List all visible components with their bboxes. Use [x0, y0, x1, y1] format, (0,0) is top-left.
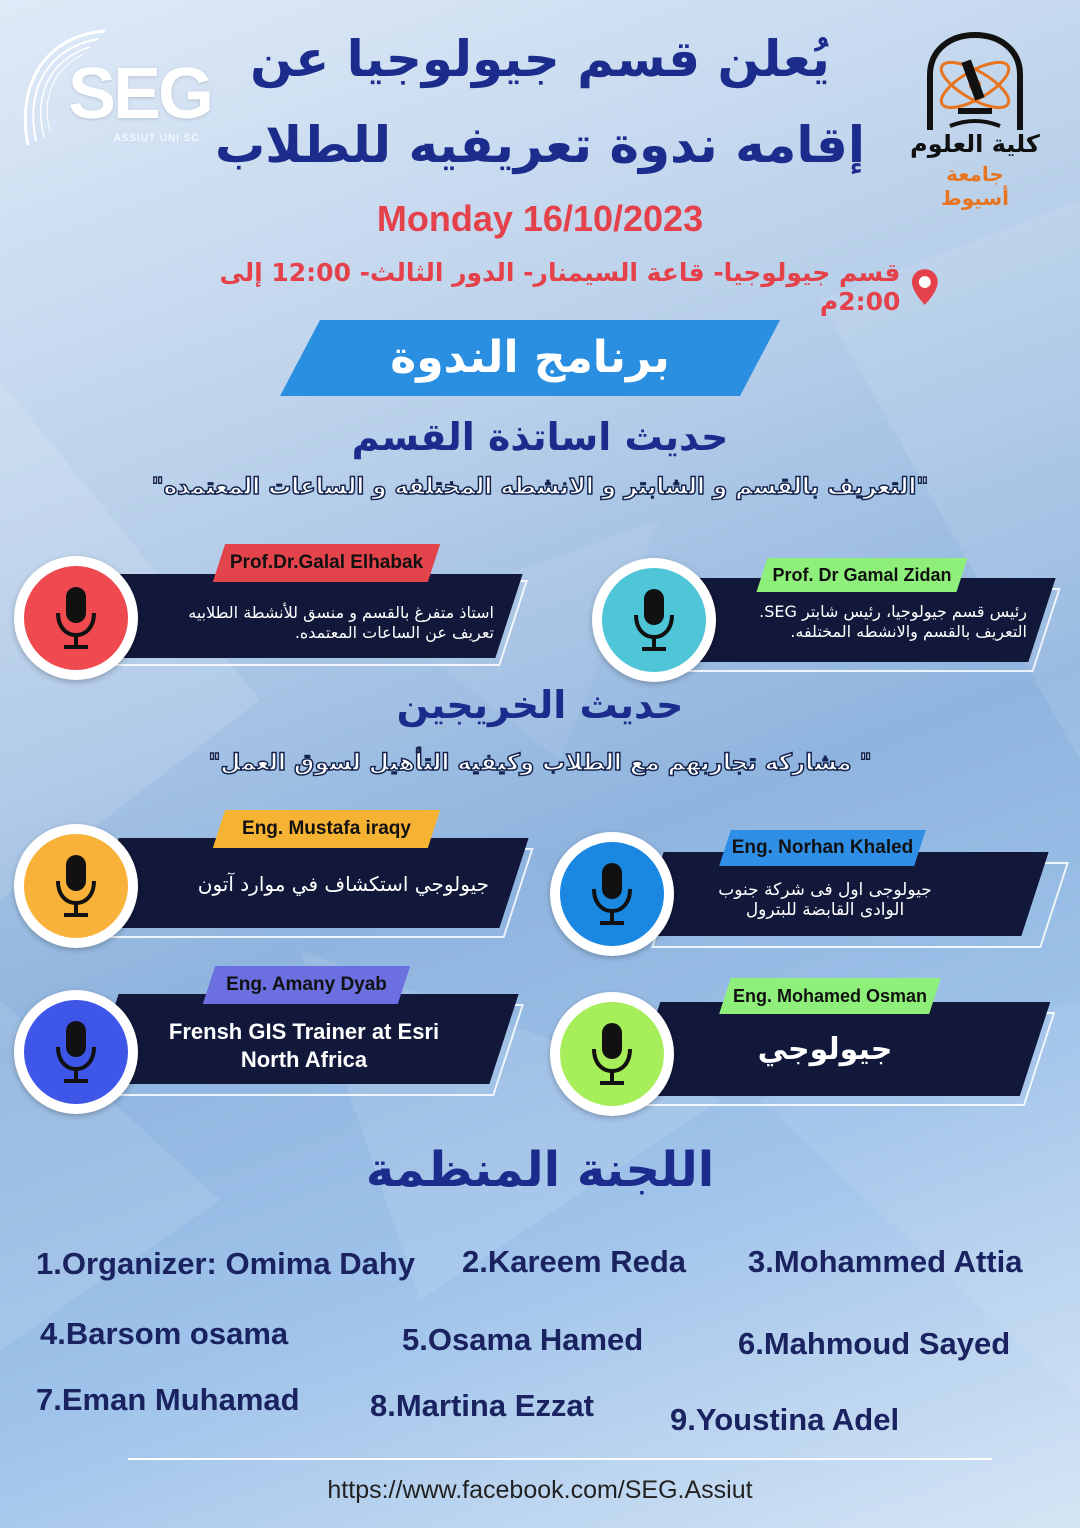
speaker-name-mohamed: Eng. Mohamed Osman: [732, 986, 928, 1006]
committee-member-3: 3.Mohammed Attia: [748, 1244, 1023, 1279]
speaker-name-amany: Eng. Amany Dyab: [226, 974, 387, 995]
seg-logo-text: SEG: [68, 54, 212, 134]
location-pin-icon: [910, 267, 940, 307]
mic-circle-mohamed: [550, 992, 674, 1116]
section1-quote: "التعريف بالقسم و الشابتر و الانشطه المختلفه و الساعات المعتمده": [151, 474, 929, 500]
program-banner: [280, 320, 780, 396]
speaker-desc-gamal: [712, 602, 1027, 642]
location-row: [140, 258, 940, 316]
mic-circle-mustafa: [14, 824, 138, 948]
speaker-name-mustafa: Eng. Mustafa iraqy: [242, 818, 411, 839]
speaker-desc-norhan-line1: جيولوجى اول فى شركة جنوب: [718, 880, 932, 900]
speaker-desc-galal: [134, 603, 494, 643]
atom-microscope-icon: [910, 30, 1040, 140]
committee-member-7: 7.Eman Muhamad: [36, 1382, 300, 1417]
mic-circle-norhan: [550, 832, 674, 956]
speaker-card-galal: [14, 540, 534, 680]
speaker-card-mustafa: [14, 808, 534, 956]
speaker-desc-mustafa: جيولوجي استكشاف في موارد آتون: [197, 872, 489, 896]
university-name: جامعة أسيوط: [941, 162, 1009, 210]
microphone-icon: [54, 1019, 98, 1085]
section2-quote: "مشاركه تجاربهم مع الطلاب وكيفيه التأهيل لسوق العمل ": [208, 750, 872, 776]
speaker-desc-amany-line1: Frensh GIS Trainer at Esri: [168, 1019, 440, 1044]
committee-member-8: 8.Martina Ezzat: [370, 1388, 594, 1423]
headline-line1: يُعلن قسم جيولوجيا عن: [250, 30, 830, 88]
speaker-card-mohamed: [550, 972, 1062, 1122]
microphone-icon: [54, 585, 98, 651]
speaker-name-galal: Prof.Dr.Galal Elhabak: [229, 552, 424, 573]
speaker-card-norhan: [550, 822, 1062, 962]
speaker-desc-galal-line1: استاذ متفرغ بالقسم و منسق للأنشطة الطلابيه: [188, 603, 494, 622]
committee-member-4: 4.Barsom osama: [40, 1316, 289, 1351]
seg-logo-subtitle: ASSIUT UNI SC: [114, 133, 200, 144]
speaker-desc-amany-line2: North Africa: [240, 1047, 368, 1072]
committee-member-2: 2.Kareem Reda: [462, 1244, 687, 1279]
speaker-desc-gamal-line2: التعريف بالقسم والانشطه المختلفه.: [790, 622, 1027, 641]
speaker-name-norhan: Eng. Norhan Khaled: [731, 837, 914, 858]
microphone-icon: [54, 853, 98, 919]
speaker-desc-amany: [134, 1018, 474, 1074]
speaker-card-gamal: [592, 550, 1062, 680]
speaker-desc-gamal-line1: رئيس قسم جيولوجيا، رئيس شابتر SEG.: [759, 602, 1027, 621]
microphone-icon: [590, 1021, 634, 1087]
committee-member-9: 9.Youstina Adel: [670, 1402, 900, 1437]
committee-member-5: 5.Osama Hamed: [402, 1322, 644, 1357]
committee-member-6: 6.Mahmoud Sayed: [738, 1326, 1011, 1361]
mic-circle-galal: [14, 556, 138, 680]
committee-member-1: 1.Organizer: Omima Dahy: [36, 1246, 416, 1281]
mic-circle-gamal: [592, 558, 716, 682]
section2-title: حديث الخريجين: [396, 683, 684, 727]
speaker-desc-norhan: [690, 880, 960, 920]
faculty-name: كلية العلوم: [910, 130, 1040, 158]
event-date: Monday 16/10/2023: [376, 198, 704, 239]
footer-divider: [128, 1458, 992, 1460]
faculty-logo: [910, 30, 1040, 210]
headline-line2: إقامه ندوة تعريفيه للطلاب: [214, 116, 866, 174]
program-banner-text: برنامج الندوة: [390, 332, 670, 383]
location-text: قسم جيولوجيا- قاعة السيمنار- الدور الثالث- 12:00 إلى 2:00م: [219, 258, 901, 316]
mic-circle-amany: [14, 990, 138, 1114]
microphone-icon: [632, 587, 676, 653]
speaker-desc-norhan-line2: الوادى القابضة للبترول: [745, 900, 905, 920]
speaker-desc-mohamed: جيولوجي: [757, 1032, 893, 1067]
speaker-desc-galal-line2: تعريف عن الساعات المعتمده.: [294, 623, 494, 642]
committee-title: اللجنة المنظمة: [365, 1142, 715, 1198]
section1-title: حديث اساتذة القسم: [351, 415, 729, 459]
seg-logo: [10, 25, 212, 150]
microphone-icon: [590, 861, 634, 927]
speaker-card-amany: [14, 964, 524, 1120]
speaker-name-gamal: Prof. Dr Gamal Zidan: [772, 565, 952, 585]
facebook-link[interactable]: https://www.facebook.com/SEG.Assiut: [327, 1476, 753, 1504]
